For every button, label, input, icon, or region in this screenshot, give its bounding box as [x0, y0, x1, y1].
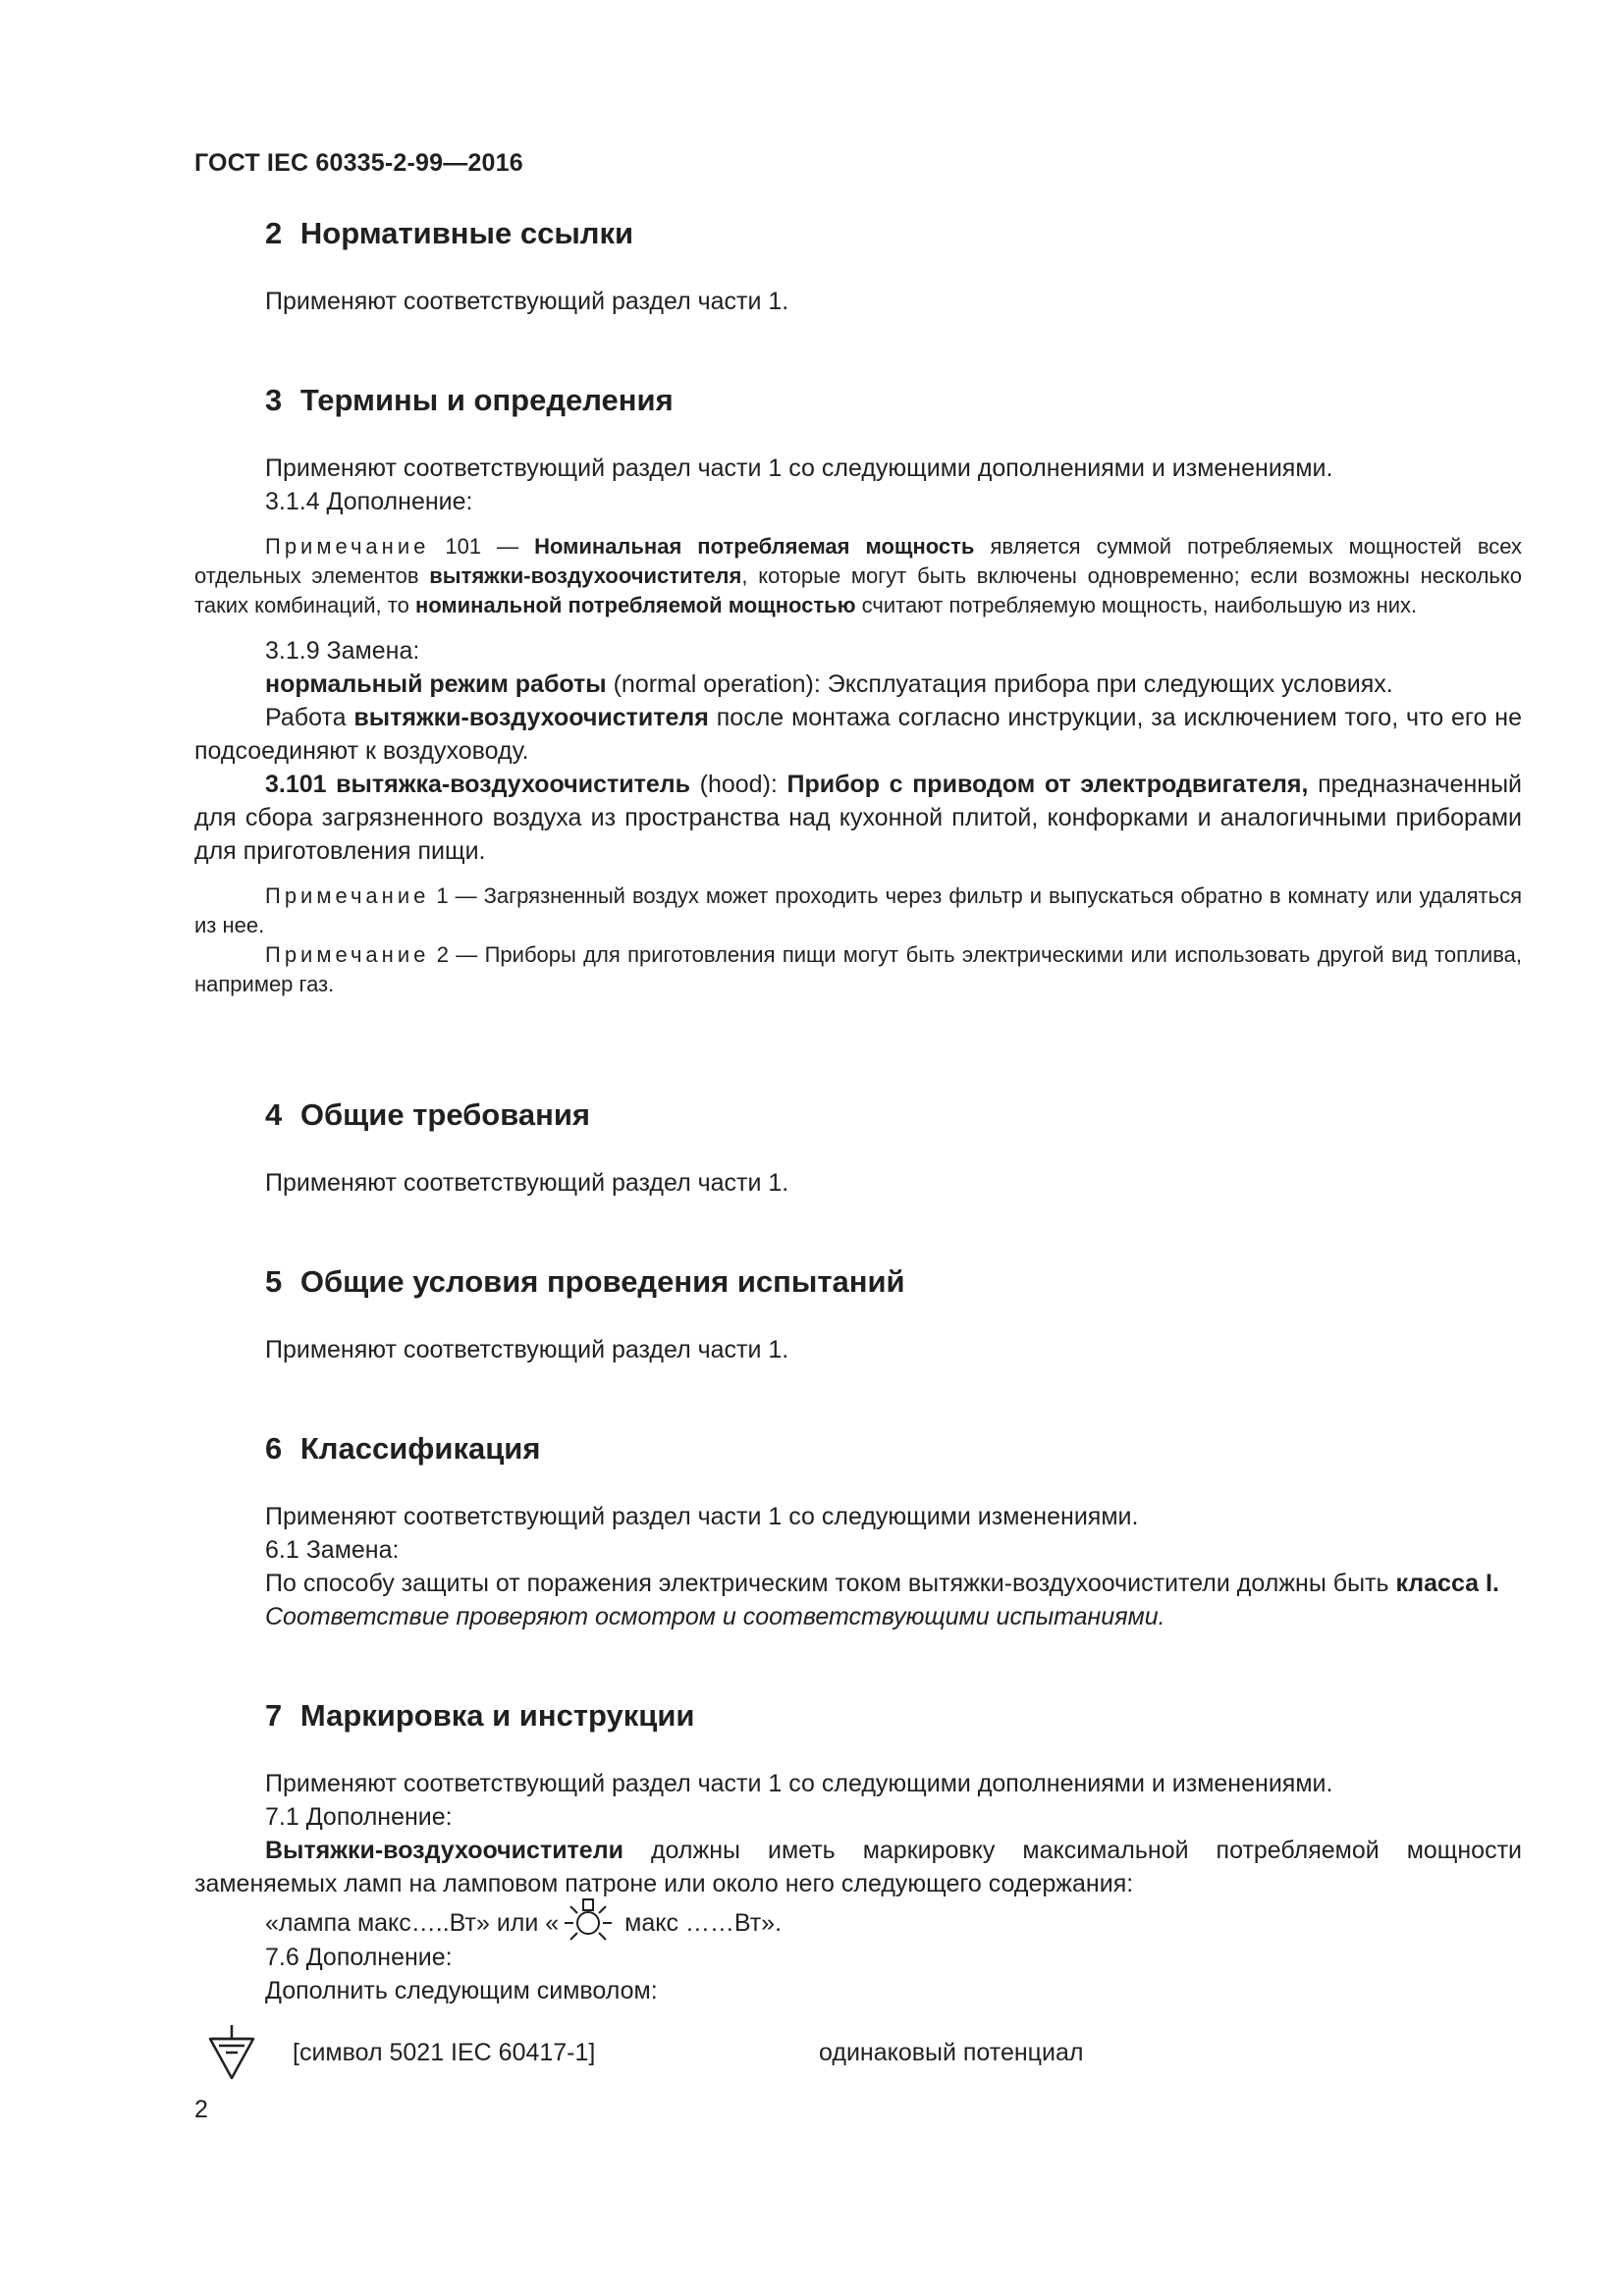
term-bold: номинальной потребляемой мощностью [414, 593, 856, 617]
definition-text: предназначенный для сбора загрязненного воздуха из пространства над кухонной плитой, конфорками и аналогичными приборами для приготовления пищи. [194, 771, 1523, 865]
document-body [194, 214, 1522, 2090]
note-text: 101 — [429, 534, 535, 559]
page-number: 2 [194, 2096, 208, 2123]
section-7-heading [194, 1696, 1522, 1735]
clause-number: 7.6 Дополнение: [265, 1944, 453, 1972]
paragraph [194, 701, 1522, 768]
note-101 [194, 532, 1522, 620]
section-title: Общие условия проведения испытаний [299, 1264, 905, 1299]
paragraph: Применяют соответствующий раздел части 1. [265, 288, 789, 315]
note-label: Примечание [265, 942, 430, 967]
paragraph [194, 1834, 1522, 1900]
paragraph: Применяют соответствующий раздел части 1 со следующими дополнениями и изменениями. [265, 1770, 1333, 1797]
section-title: Маркировка и инструкции [299, 1698, 695, 1733]
section-number: 5 [265, 1264, 283, 1299]
note-text: , которые могут быть включены одновременно; если возможны несколько таких комбинаций, то [194, 563, 1522, 617]
term-bold: нормальный режим работы [265, 670, 607, 698]
section-title: Классификация [299, 1431, 541, 1466]
definition-text: (hood): [690, 771, 787, 798]
paragraph-text: должны иметь маркировку максимальной потребляемой мощности заменяемых ламп на ламповом патроне или около него следующего содержания: [194, 1837, 1522, 1897]
paragraph: Дополнить следующим символом: [265, 1977, 658, 2005]
lamp-icon [563, 1897, 614, 1941]
clause-number: 3.1.4 Дополнение: [265, 488, 473, 515]
term-bold: Номинальная потребляемая мощность [534, 534, 975, 559]
section-title: Общие требования [299, 1097, 590, 1132]
section-number: 6 [265, 1431, 283, 1466]
paragraph: Применяют соответствующий раздел части 1. [265, 1336, 789, 1363]
definition-normal-operation [194, 667, 1522, 701]
clause-number: 7.1 Дополнение: [265, 1803, 453, 1831]
note-1 [194, 881, 1522, 940]
note-label: Примечание [265, 534, 430, 559]
paragraph: Применяют соответствующий раздел части 1. [265, 1169, 789, 1197]
paragraph-text: после монтажа согласно инструкции, за исключением того, что его не подсоединяют к воздуховоду. [194, 704, 1522, 765]
symbol-row [194, 2027, 1522, 2090]
section-number: 7 [265, 1698, 283, 1733]
definition-text: (normal operation): Эксплуатация прибора при следующих условиях. [606, 670, 1393, 698]
note-text: 2 — Приборы для приготовления пищи могут быть электрическими или использовать другой вид топлива, например газ. [194, 942, 1522, 996]
symbol-description: одинаковый потенциал [819, 2039, 1084, 2067]
note-text: 1 — Загрязненный воздух может проходить через фильтр и выпускаться обратно в комнату или удаляться из нее. [194, 883, 1522, 937]
compliance-statement: Соответствие проверяют осмотром и соответствующими испытаниями. [265, 1603, 1165, 1630]
lamp-marking-text: «лампа макс…..Вт» или « [265, 1909, 560, 1937]
term-bold: Прибор с приводом от электродвигателя, [786, 771, 1309, 798]
section-3-heading [194, 381, 1522, 420]
note-label: Примечание [265, 883, 430, 908]
term-bold: Вытяжки-воздухоочистители [265, 1837, 623, 1864]
section-title: Термины и определения [299, 383, 674, 417]
term-bold: 3.101 вытяжка-воздухоочиститель [265, 771, 690, 798]
section-4-heading [194, 1095, 1522, 1135]
note-2 [194, 940, 1522, 999]
section-number: 4 [265, 1097, 283, 1132]
equipotential-icon [206, 2023, 257, 2082]
section-2-heading [194, 214, 1522, 253]
note-text: считают потребляемую мощность, наибольшую из них. [855, 593, 1418, 617]
term-bold: вытяжки-воздухоочистителя [353, 704, 709, 731]
section-6-heading [194, 1429, 1522, 1468]
section-title: Нормативные ссылки [299, 216, 634, 250]
paragraph-text: По способу защиты от поражения электрическим током вытяжки-воздухоочистители должны быть [265, 1570, 1396, 1597]
term-bold: вытяжки-воздухоочистителя [429, 563, 742, 588]
symbol-code: [символ 5021 IEC 60417-1] [293, 2039, 596, 2067]
lamp-marking-text: макс ……Вт». [618, 1909, 783, 1937]
note-text: является суммой потребляемых мощностей всех отдельных элементов [194, 534, 1523, 588]
paragraph: Применяют соответствующий раздел части 1 со следующими изменениями. [265, 1503, 1139, 1530]
section-number: 3 [265, 383, 283, 417]
clause-number: 3.1.9 Замена: [265, 637, 420, 665]
paragraph: Применяют соответствующий раздел части 1 со следующими дополнениями и изменениями. [265, 454, 1333, 482]
document-code-header: ГОСТ IEC 60335-2-99—2016 [194, 149, 523, 177]
paragraph [194, 1567, 1522, 1600]
paragraph-text: Работа [265, 704, 354, 731]
clause-number: 6.1 Замена: [265, 1536, 400, 1564]
lamp-marking-line [194, 1906, 1522, 1941]
section-number: 2 [265, 216, 283, 250]
section-5-heading [194, 1262, 1522, 1302]
term-bold: класса I. [1395, 1570, 1499, 1597]
definition-hood [194, 768, 1522, 868]
